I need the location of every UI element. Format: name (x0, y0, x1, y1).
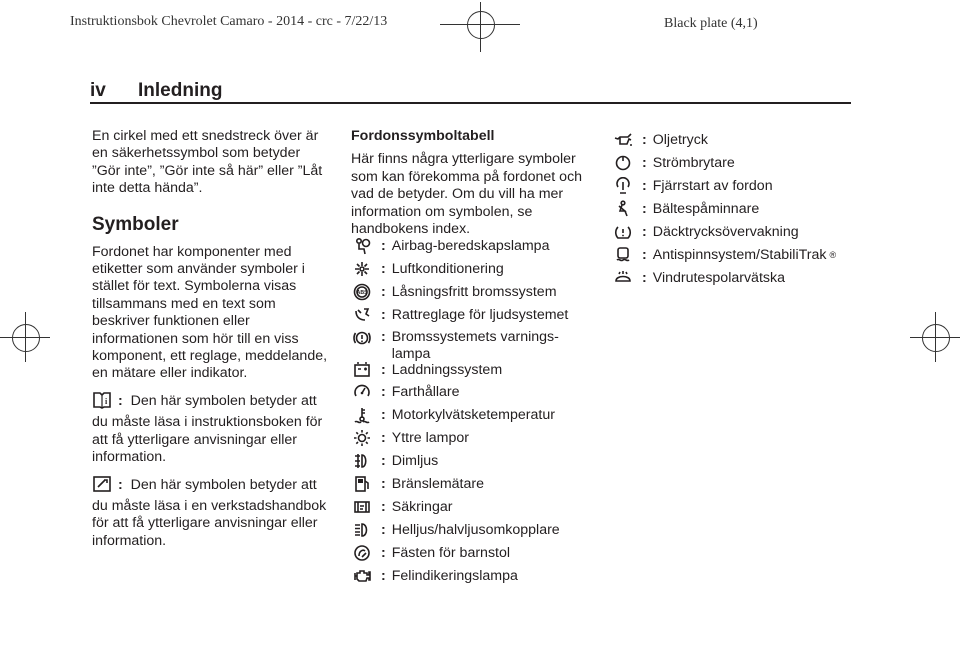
symbol-label: Oljetryck (652, 132, 708, 148)
column-2 (351, 128, 591, 238)
symbol-label: Bränslemätare (391, 476, 484, 492)
symbol-row (612, 177, 773, 195)
symbol-row (351, 544, 510, 562)
brake-warning-icon (351, 329, 373, 347)
child-seat-icon (351, 544, 373, 562)
symbol-row (612, 246, 836, 264)
header-rule (90, 102, 851, 104)
seatbelt-icon (612, 200, 634, 218)
symbol-row (351, 306, 568, 324)
colon-separator: : (381, 306, 386, 323)
manual-symbol-paragraph: i : Den här symbolen betyder att du måste läsa i instruktionsboken för att få ytterligare anvisningar eller information. (92, 392, 323, 466)
exterior-lamps-icon (351, 429, 373, 447)
colon-separator: : (642, 155, 647, 171)
symbol-row (351, 383, 460, 401)
symbol-row (351, 237, 549, 255)
symbol-row (612, 154, 735, 172)
symbol-row (351, 283, 557, 301)
symbol-label: Däcktrycksövervakning (652, 224, 799, 240)
symbol-row (351, 429, 469, 447)
chapter-title: Inledning (138, 80, 223, 101)
symbol-label: Vindrutespolarvätska (652, 270, 785, 286)
column-1 (92, 128, 330, 550)
coolant-temp-icon (351, 406, 373, 424)
symbol-row (351, 567, 518, 585)
crop-mark-left (0, 312, 50, 362)
table-heading: Fordonssymboltabell (351, 128, 495, 144)
colon-separator: : (381, 476, 386, 492)
symbol-label: Felindikeringslampa (391, 567, 518, 584)
remote-start-icon (612, 177, 634, 195)
symbol-label: Bromssystemets varnings-lampa (391, 328, 559, 362)
airbag-icon (351, 237, 373, 255)
symbol-row (612, 131, 708, 149)
symbol-label: Bältespåminnare (652, 201, 760, 217)
symbol-row (351, 406, 555, 424)
crop-mark-top (440, 2, 520, 52)
owners-manual-icon (92, 391, 112, 414)
symbol-label: Strömbrytare (652, 155, 735, 171)
print-header-right: Black plate (4,1) (664, 16, 758, 31)
symbol-row (612, 269, 785, 287)
symbol-label: Motorkylvätsketemperatur (391, 407, 555, 424)
colon-separator: : (642, 270, 647, 286)
symbol-label: Yttre lampor (391, 430, 470, 447)
engine-icon (351, 567, 373, 585)
colon-separator: : (381, 384, 386, 401)
power-icon (612, 154, 634, 172)
print-header-left: Instruktionsbok Chevrolet Camaro - 2014 - crc - 7/22/13 (70, 14, 388, 29)
svg-text:i: i (105, 396, 108, 406)
fuses-icon (351, 498, 373, 516)
section-heading: Symboler (92, 213, 179, 235)
symbol-label: Säkringar (391, 498, 453, 515)
cruise-icon (351, 383, 373, 401)
colon-separator: : (381, 430, 386, 447)
service-symbol-paragraph: : Den här symbolen betyder att du måste läsa i en verkstadshandbok för att få ytterligare anvisningar eller information. (92, 476, 327, 549)
tire-pressure-icon (612, 223, 634, 241)
symbol-label: Fästen för barnstol (391, 544, 511, 561)
colon-separator: : (642, 178, 647, 194)
table-intro: Här finns några ytterligare symboler som kan förekomma på fordonet och vad de betyder. Om du vill ha mer information om symbolen, se handbokens index. (351, 151, 583, 238)
symbol-row (351, 361, 502, 379)
symbol-label: Helljus/halvljusomkopplare (391, 521, 560, 538)
symbol-label: Farthållare (391, 384, 460, 401)
symbol-label: Antispinnsystem/StabiliTrak (652, 247, 827, 263)
symbol-label: Dimljus (391, 453, 439, 470)
page-number: iv (90, 80, 106, 101)
colon-separator: : (642, 224, 647, 240)
crop-mark-right (910, 312, 960, 362)
colon-separator: : (381, 567, 386, 584)
symbol-row (612, 223, 799, 241)
symbol-row (351, 260, 504, 278)
registered-mark: ® (829, 250, 837, 260)
symbol-label: Rattreglage för ljudsystemet (391, 306, 569, 323)
colon-separator: : (642, 132, 647, 148)
symbol-label: Luftkonditionering (391, 260, 504, 277)
colon-separator: : (381, 544, 386, 561)
symbol-row (351, 329, 581, 363)
fan-icon (351, 260, 373, 278)
steering-audio-icon (351, 306, 373, 324)
high-beam-icon (351, 521, 373, 539)
abs-icon (351, 283, 373, 301)
symbol-row (351, 498, 452, 516)
svg-text:ABS: ABS (356, 289, 368, 296)
colon-separator: : (381, 361, 386, 378)
symbol-row (351, 452, 438, 470)
colon-separator: : (381, 453, 386, 470)
battery-icon (351, 361, 373, 379)
colon-separator: : (381, 521, 386, 538)
oil-can-icon (612, 131, 634, 149)
symbol-label: Låsningsfritt bromssystem (391, 283, 557, 300)
symbol-row (351, 521, 560, 539)
symbols-paragraph: Fordonet har komponenter med etiketter som använder symboler i stället för text. Symbolerna visas tillsammans med en text som beskriver funktionen eller informationen som hör till en viss komponent, ett reglage, meddelande, en mätare eller indikator. (92, 243, 328, 382)
colon-separator: : (381, 260, 386, 277)
intro-paragraph: En cirkel med ett snedstreck över är en säkerhetssymbol som betyder ”Gör inte”, ”Gör inte så här” eller ”Låt inte detta hända”. (92, 128, 323, 197)
stabilitrak-icon (612, 246, 634, 264)
colon-separator: : (381, 407, 386, 424)
colon-separator: : (381, 498, 386, 515)
symbol-row (351, 475, 484, 493)
colon-separator: : (381, 283, 386, 300)
colon-separator: : (381, 238, 386, 254)
fog-lamp-icon (351, 452, 373, 470)
washer-fluid-icon (612, 269, 634, 287)
colon-separator: : (381, 328, 386, 345)
symbol-row (612, 200, 759, 218)
colon-separator: : (642, 247, 647, 263)
symbol-label: Laddningssystem (391, 361, 503, 378)
colon-separator: : (642, 201, 647, 217)
service-manual-icon (92, 475, 112, 498)
symbol-label: Fjärrstart av fordon (652, 178, 773, 194)
symbol-label: Airbag-beredskapslampa (391, 238, 550, 254)
fuel-gauge-icon (351, 475, 373, 493)
